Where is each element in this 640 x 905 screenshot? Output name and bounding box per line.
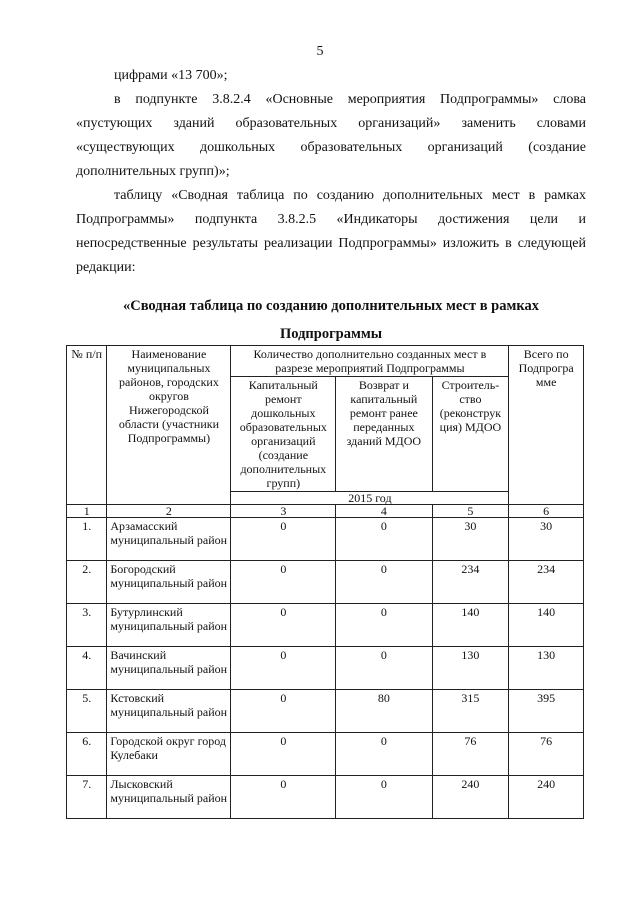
table-title-line2: Подпрограммы [279,326,383,342]
row-return-repair: 0 [336,518,432,561]
table-row [67,604,584,647]
row-number: 5. [67,690,107,733]
row-district: Городской округ город Кулебаки [107,733,231,776]
row-construction: 234 [432,561,509,604]
column-number: 5 [432,505,509,518]
row-construction: 76 [432,733,509,776]
header-group: Количество дополнительно созданных мест в разрезе мероприятий Подпрограммы [231,346,509,377]
row-total: 395 [509,690,584,733]
row-capital-repair: 0 [231,604,336,647]
row-number: 1. [67,518,107,561]
row-total: 130 [509,647,584,690]
column-number: 6 [509,505,584,518]
row-district: Кстовский муниципальный район [107,690,231,733]
row-capital-repair: 0 [231,561,336,604]
row-construction: 30 [432,518,509,561]
paragraph-table-replace: таблицу «Сводная таблица по созданию дополнительных мест в рамках Подпрограммы» подпункта 3.8.2.5 «Индикаторы достижения цели и непосредственные результаты реализации Подпрограммы» изложить в следующей редакции: [76,188,586,275]
row-district: Вачинский муниципальный район [107,647,231,690]
row-number: 2. [67,561,107,604]
header-num: № п/п [67,346,107,505]
row-construction: 140 [432,604,509,647]
row-return-repair: 0 [336,733,432,776]
row-district: Арзамасский муниципальный район [107,518,231,561]
column-number: 1 [67,505,107,518]
header-year: 2015 год [231,492,509,505]
row-total: 240 [509,776,584,819]
row-number: 3. [67,604,107,647]
column-number: 4 [336,505,432,518]
paragraph-subpoint-3824: в подпункте 3.8.2.4 «Основные мероприятия Подпрограммы» слова «пустующих зданий образовательных организаций» заменить словами «существующих дошкольных образовательных организаций (создание дополнительных групп)»; [76,92,586,179]
header-capital-repair: Капитальный ремонт дошкольных образовательных организаций (создание дополнительных групп) [231,377,336,492]
header-row-1 [67,346,584,377]
row-total: 30 [509,518,584,561]
table-row [67,776,584,819]
column-number: 2 [107,505,231,518]
row-district: Лысковский муниципальный район [107,776,231,819]
column-numbers-row [67,505,584,518]
table-row [67,561,584,604]
row-construction: 130 [432,647,509,690]
row-return-repair: 0 [336,604,432,647]
page-number: 5 [316,44,324,59]
row-capital-repair: 0 [231,690,336,733]
table-title-line1: «Сводная таблица по созданию дополнительных мест в рамках [122,298,540,314]
row-total: 234 [509,561,584,604]
paragraph-digits-text: цифрами «13 700»; [114,68,228,83]
table-row [67,518,584,561]
column-number: 3 [231,505,336,518]
table-title [76,292,586,348]
table-row [67,647,584,690]
paragraph-digits [76,64,586,88]
row-total: 140 [509,604,584,647]
row-capital-repair: 0 [231,776,336,819]
row-capital-repair: 0 [231,647,336,690]
row-return-repair: 0 [336,776,432,819]
header-total: Всего по Подпрогра мме [509,346,584,505]
header-return-repair: Возврат и капитальный ремонт ранее переданных зданий МДОО [336,377,432,492]
row-capital-repair: 0 [231,518,336,561]
header-name: Наименование муниципальных районов, городских округов Нижегородской области (участники Подпрограммы) [107,346,231,505]
row-number: 6. [67,733,107,776]
row-construction: 240 [432,776,509,819]
row-return-repair: 0 [336,561,432,604]
summary-table [66,345,584,819]
row-total: 76 [509,733,584,776]
row-district: Богородский муниципальный район [107,561,231,604]
row-capital-repair: 0 [231,733,336,776]
row-return-repair: 0 [336,647,432,690]
table-row [67,733,584,776]
header-construction: Строитель-ство (реконструк ция) МДОО [432,377,509,492]
row-return-repair: 80 [336,690,432,733]
row-number: 4. [67,647,107,690]
row-district: Бутурлинский муниципальный район [107,604,231,647]
row-construction: 315 [432,690,509,733]
table-row [67,690,584,733]
row-number: 7. [67,776,107,819]
